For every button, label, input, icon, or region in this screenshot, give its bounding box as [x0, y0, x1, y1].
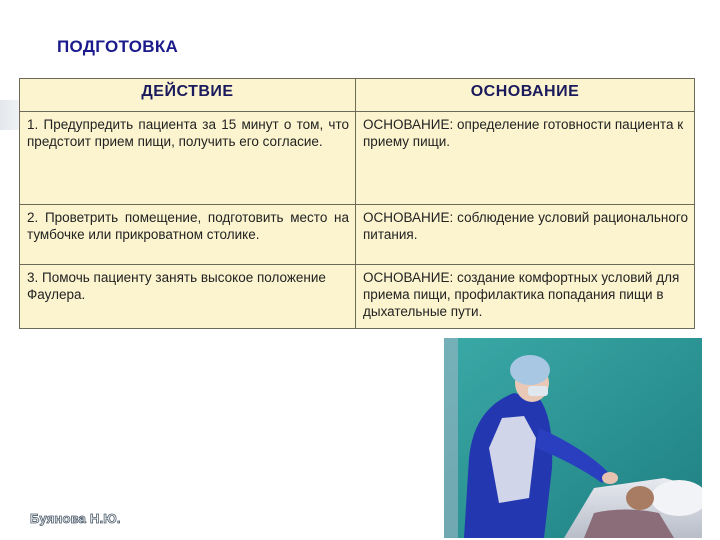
action-cell: 1. Предупредить пациента за 15 минут о том, что предстоит прием пищи, получить его согласие.	[20, 112, 356, 205]
action-cell: 2. Проветрить помещение, подготовить место на тумбочке или прикроватном столике.	[20, 205, 356, 265]
preparation-table	[19, 78, 695, 329]
header-action: ДЕЙСТВИЕ	[20, 79, 356, 112]
nurse-feeding-patient-photo	[444, 338, 702, 538]
action-cell: 3. Помочь пациенту занять высокое положение Фаулера.	[20, 265, 356, 329]
table-row	[20, 265, 695, 329]
table-row	[20, 205, 695, 265]
header-basis: ОСНОВАНИЕ	[356, 79, 695, 112]
table-header-row	[20, 79, 695, 112]
table-row	[20, 112, 695, 205]
basis-cell: ОСНОВАНИЕ: соблюдение условий рационального питания.	[356, 205, 695, 265]
basis-cell: ОСНОВАНИЕ: создание комфортных условий для приема пищи, профилактика попадания пищи в дыхательные пути.	[356, 265, 695, 329]
author-signature: Буянова Н.Ю.	[30, 511, 121, 526]
page-title: ПОДГОТОВКА	[57, 37, 179, 56]
basis-cell: ОСНОВАНИЕ: определение готовности пациента к приему пищи.	[356, 112, 695, 205]
